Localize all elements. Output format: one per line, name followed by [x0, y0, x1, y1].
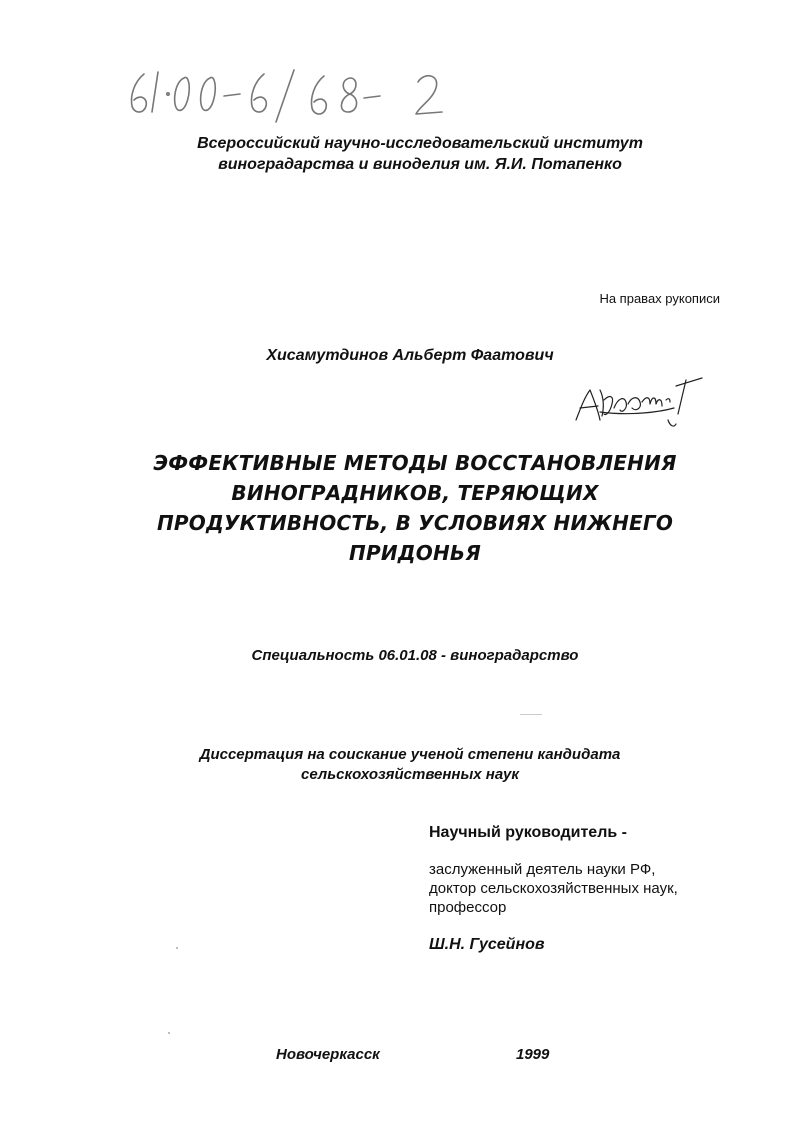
specialty: Специальность 06.01.08 - виноградарство: [251, 647, 579, 664]
signature-drawing: [570, 368, 720, 430]
author-name: Хисамутдинов Альберт Фаатович: [266, 347, 554, 364]
scan-mark: [520, 714, 542, 715]
supervisor-title-line-2: доктор сельскохозяйственных наук,: [429, 880, 678, 897]
dissertation-title: [95, 448, 735, 568]
scan-speck: [168, 1032, 170, 1034]
supervisor-name: Ш.Н. Гусейнов: [429, 936, 545, 953]
handwritten-archive-code: [118, 60, 498, 130]
handwriting-drawing: [118, 60, 498, 130]
institute-name: [120, 133, 720, 175]
degree-line-2: сельскохозяйственных наук: [301, 766, 519, 783]
supervisor-details: [429, 860, 769, 917]
author-signature: [570, 368, 720, 430]
institute-line-2: виноградарства и виноделия им. Я.И. Потапенко: [218, 156, 622, 173]
city: Новочеркасск: [276, 1046, 380, 1063]
scan-speck: [176, 947, 178, 949]
rights-note: На правах рукописи: [599, 291, 720, 306]
title-line-3: ПРОДУКТИВНОСТЬ, В УСЛОВИЯХ НИЖНЕГО: [156, 511, 674, 535]
supervisor-heading: Научный руководитель -: [429, 824, 627, 841]
supervisor-title-line-3: профессор: [429, 899, 507, 916]
title-line-2: ВИНОГРАДНИКОВ, ТЕРЯЮЩИХ: [231, 481, 599, 505]
degree-statement: [110, 745, 710, 785]
title-line-4: ПРИДОНЬЯ: [349, 541, 481, 565]
institute-line-1: Всероссийский научно-исследовательский институт: [197, 135, 643, 152]
supervisor-title-line-1: заслуженный деятель науки РФ,: [429, 861, 656, 878]
degree-line-1: Диссертация на соискание ученой степени кандидата: [199, 746, 621, 763]
year: 1999: [516, 1046, 550, 1063]
title-line-1: ЭФФЕКТИВНЫЕ МЕТОДЫ ВОССТАНОВЛЕНИЯ: [153, 451, 677, 475]
